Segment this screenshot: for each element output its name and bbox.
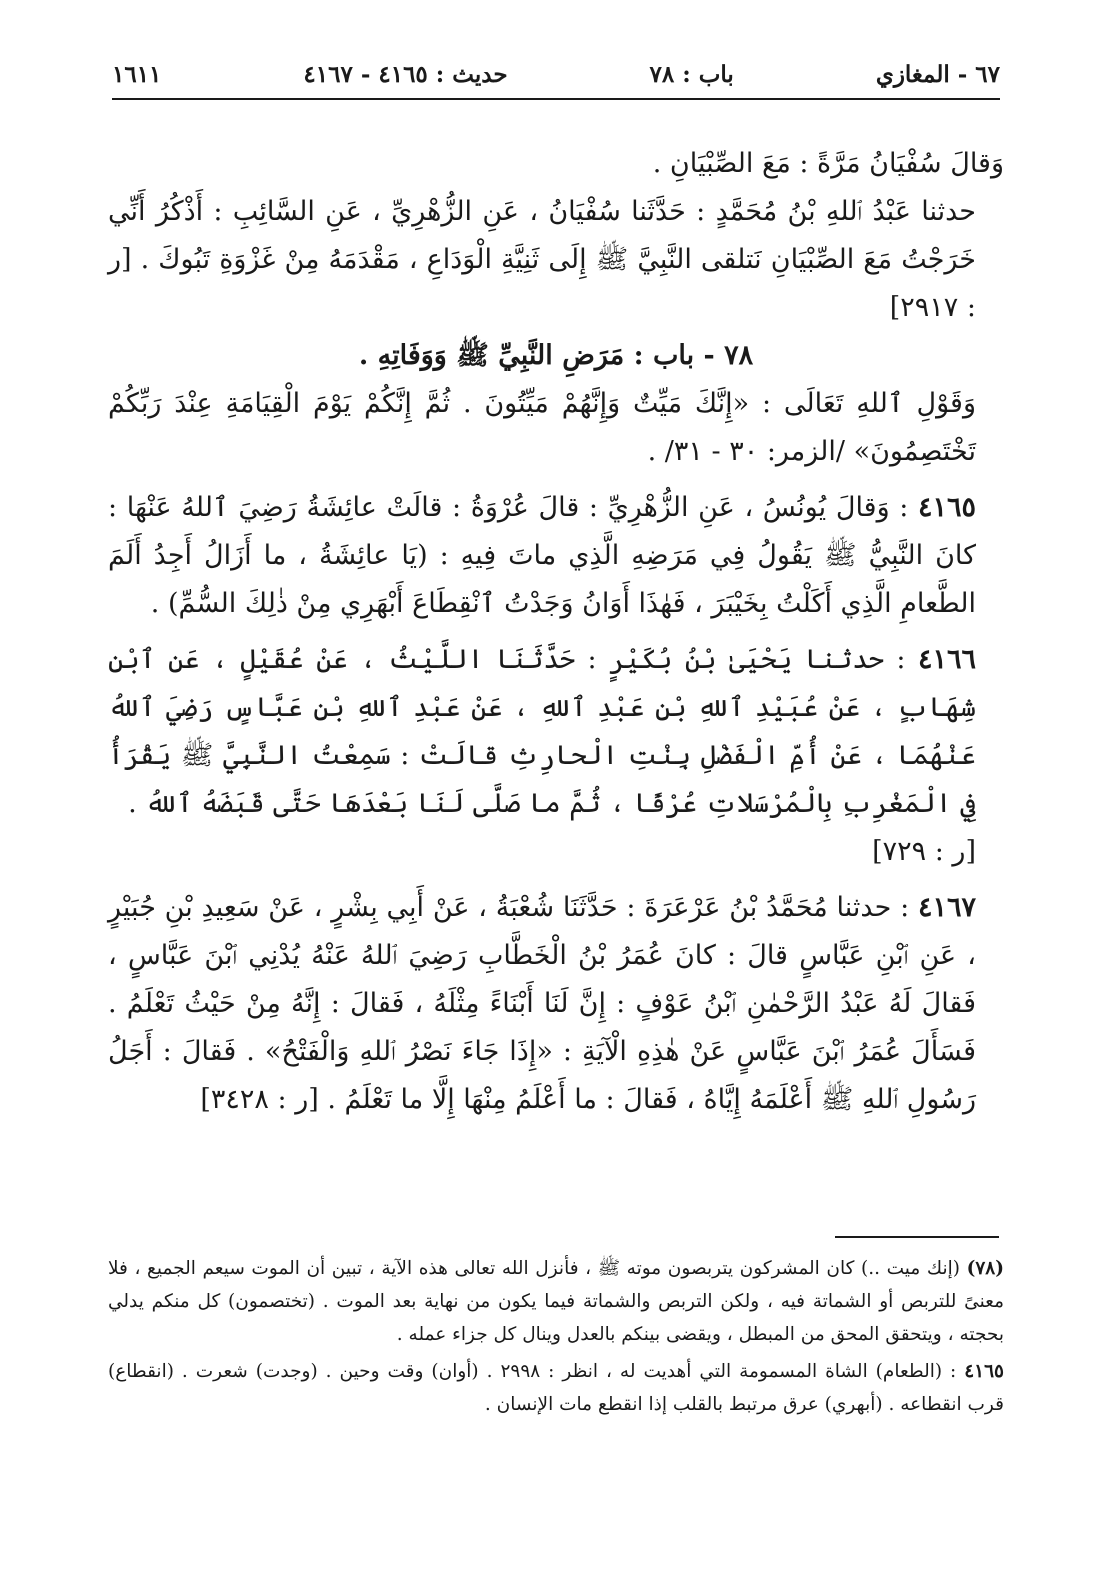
hadith-range: حديث : ٤١٦٥ - ٤١٦٧ [303, 60, 508, 88]
bab-heading: ٧٨ - باب : مَرَضِ النَّبِيِّ ﷺ وَوَفَاتِهِ . [358, 340, 754, 371]
footnote-text: (إنك ميت ..) كان المشركون يتربصون موته ﷺ ، فأنزل الله تعالى هذه الآية ، تبين أن الموت سيعم الجميع ، فلا معنىً للتربص أو الشماتة فيه ، ولكن التربص والشماتة فيما يكون من نهاية بعد الموت . (تختصمون) كل منكم يدلي بحجته ، ويتحقق المحق من المبطل ، ويقضى بينكم بالعدل وينال كل جزاء عمله . [108, 1258, 1004, 1345]
footnote-text: : (الطعام) الشاة المسمومة التي أهديت له ، انظر : ٢٩٩٨ . (أوان) وقت وحين . (وجدت) شعرت . (انقطاع) قرب انقطاعه . (أبهري) عرق مرتبط بالقلب إذا انقطع مات الإنسان . [108, 1361, 1004, 1415]
hadith-number: ٤١٦٦ [917, 644, 976, 675]
header-rule [112, 98, 1000, 100]
footnote-78 [108, 1252, 1004, 1351]
main-text [108, 140, 1004, 1124]
footnotes [108, 1252, 1004, 1421]
hadith-text: : حدثنا مُحَمَّدُ بْنُ عَرْعَرَةَ : حَدَّثَنَا شُعْبَةُ ، عَنْ أَبِي بِشْرٍ ، عَنْ سَعِيدِ بْنِ جُبَيْرٍ ، عَنِ ٱبْنِ عَبَّاسٍ قالَ : كانَ عُمَرُ بْنُ الْخَطَّابِ رَضِيَ ٱللهُ عَنْهُ يُدْنِي ٱبْنَ عَبَّاسٍ ، فَقالَ لَهُ عَبْدُ الرَّحْمٰنِ ٱبْنُ عَوْفٍ : إِنَّ لَنَا أَبْنَاءً مِثْلَهُ ، فَقالَ : إِنَّهُ مِنْ حَيْثُ تَعْلَمُ . فَسَأَلَ عُمَرُ ٱبْنَ عَبَّاسٍ عَنْ هٰذِهِ الْآيَةِ : «إِذَا جَاءَ نَصْرُ ٱللهِ وَالْفَتْحُ» . فَقالَ : أَجَلُ رَسُولِ ٱللهِ ﷺ أَعْلَمَهُ إِيَّاهُ ، فَقالَ : ما أَعْلَمُ مِنْهَا إِلَّا ما تَعْلَمُ . [ر : ٣٤٢٨] [108, 892, 976, 1115]
hadith-4165 [108, 484, 1004, 628]
footnote-number: (٧٨) [966, 1258, 1004, 1279]
footnote-4165 [108, 1355, 1004, 1421]
quran-verse: وَقَوْلِ ٱللهِ تَعَالَى : «إِنَّكَ مَيِّتٌ وَإِنَّهُمْ مَيِّتُونَ . ثُمَّ إِنَّكُمْ يَوْمَ الْقِيَامَةِ عِنْدَ رَبِّكُمْ تَخْتَصِمُونَ» /الزمر: ٣٠ - ٣١/ . [108, 388, 976, 467]
chapter-title: ٦٧ - المغازي [875, 60, 1000, 88]
hadith-4167 [108, 884, 1004, 1124]
hadith-paragraph: حدثنا عَبْدُ ٱللهِ بْنُ مُحَمَّدٍ : حَدَّثَنا سُفْيَانُ ، عَنِ الزُّهْرِيِّ ، عَنِ السَّائِبِ : أَذْكُرُ أَنِّي خَرَجْتُ مَعَ الصِّبْيَانِ نَتلقى النَّبِيَّ ﷺ إِلَى ثَنِيَّةِ الْوَدَاعِ ، مَقْدَمَهُ مِنْ غَزْوَةِ تَبُوكَ . [ر : ٢٩١٧] [108, 196, 976, 323]
bab-number: باب : ٧٨ [649, 60, 734, 88]
hadith-reference: [ر : ٧٢٩] [872, 836, 976, 867]
hadith-4166 [108, 636, 1004, 828]
page-number: ١٦١١ [112, 60, 162, 88]
footnote-rule [835, 1236, 999, 1238]
footnote-number: ٤١٦٥ [964, 1361, 1004, 1382]
hadith-text: : حدثنا يَحْيَىٰ بْنُ بُكَيْرٍ : حَدَّثَنَا اللَّيْثُ ، عَنْ عُقَيْلٍ ، عَنِ ٱبْنِ شِهَابٍ ، عَنْ عُبَيْدِ ٱللهِ بْنِ عَبْدِ ٱللهِ ، عَنْ عَبْدِ ٱللهِ بْنِ عَبَّاسٍ رَضِيَ ٱللهُ عَنْهُمَا ، عَنْ أُمِّ الْفَضْلِ بِنْتِ الْحارِثِ قالَتْ : سَمِعْتُ النَّبِيَّ ﷺ يَقْرَأُ فِي الْمَغْرِبِ بِالْمُرْسَلاتِ عُرْفًا ، ثُمَّ ما صَلَّى لَنَا بَعْدَهَا حَتَّى قَبَضَهُ ٱللهُ . [108, 644, 976, 819]
page-header [112, 56, 1000, 92]
hadith-number: ٤١٦٧ [917, 892, 976, 923]
text-line: وَقالَ سُفْيَانُ مَرَّةً : مَعَ الصِّبْيَانِ . [652, 148, 1004, 179]
hadith-number: ٤١٦٥ [917, 492, 976, 523]
hadith-text: : وَقالَ يُونُسُ ، عَنِ الزُّهْرِيِّ : قالَ عُرْوَةُ : قالَتْ عائِشَةُ رَضِيَ ٱللهُ عَنْهَا : كانَ النَّبِيُّ ﷺ يَقُولُ فِي مَرَضِهِ الَّذِي ماتَ فِيهِ : (يَا عائِشَةُ ، ما أَزَالُ أَجِدُ أَلَمَ الطَّعامِ الَّذِي أَكَلْتُ بِخَيْبَرَ ، فَهٰذَا أَوَانُ وَجَدْتُ ٱنْقِطَاعَ أَبْهَرِي مِنْ ذٰلِكَ السُّمِّ) . [108, 492, 976, 619]
